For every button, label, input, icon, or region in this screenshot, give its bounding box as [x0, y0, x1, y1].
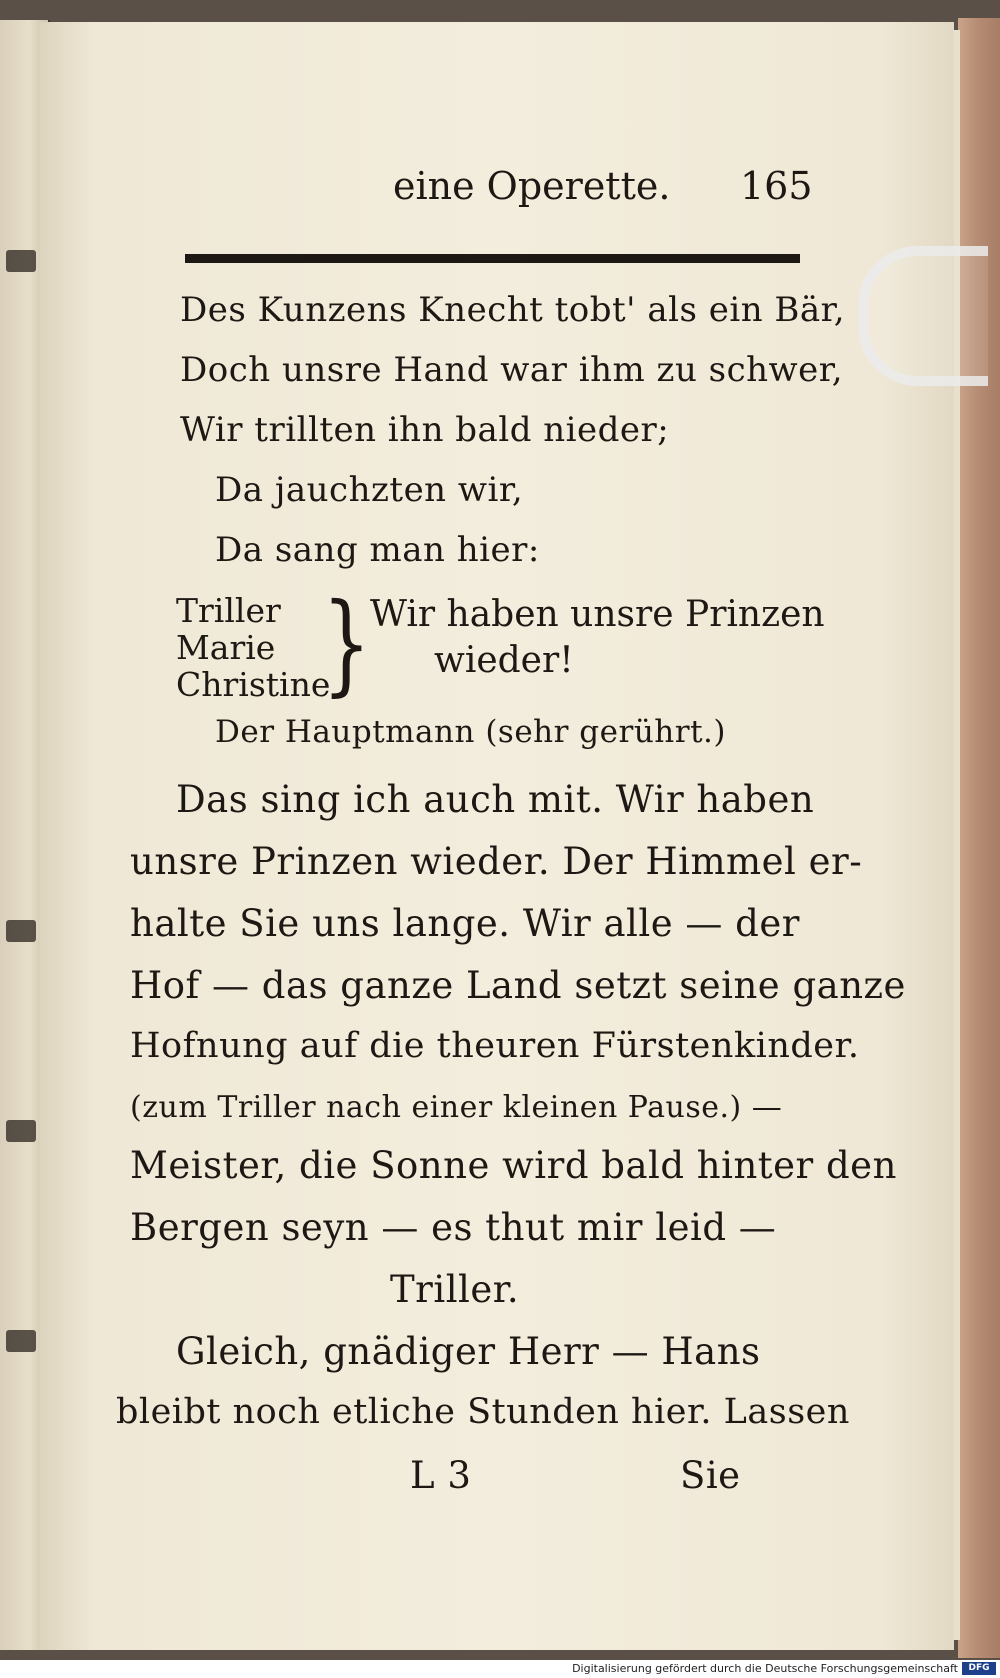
sung-text: Wir haben unsre Prinzen [370, 594, 825, 635]
verse-line: Da jauchzten wir, [215, 470, 524, 510]
header-rule [185, 254, 800, 263]
verse-line: Wir trillten ihn bald nieder; [180, 410, 670, 450]
footer-bar [0, 1660, 1000, 1678]
stage-direction: (zum Triller nach einer kleinen Pause.) — [130, 1090, 783, 1125]
prose-line: Bergen seyn — es thut mir leid — [130, 1206, 777, 1249]
sung-line [370, 592, 825, 684]
stage-direction: Der Hauptmann (sehr gerührt.) [215, 714, 726, 750]
prose-line: Meister, die Sonne wird bald hinter den [130, 1144, 897, 1187]
speaker-group [176, 592, 330, 703]
prose-line: Hofnung auf die theuren Fürstenkinder. [130, 1026, 860, 1066]
curly-brace: } [322, 579, 371, 707]
book-page [40, 22, 954, 1650]
speaker-name: Christine [176, 665, 331, 704]
sung-text: wieder! [434, 640, 574, 681]
verse-line: Des Kunzens Knecht tobt' als ein Bär, [180, 290, 845, 330]
signature-mark: L 3 [410, 1454, 472, 1497]
prose-line: unsre Prinzen wieder. Der Himmel er- [130, 840, 863, 883]
prose-line: halte Sie uns lange. Wir alle — der [130, 902, 800, 945]
prose-line: Gleich, gnädiger Herr — Hans [176, 1330, 761, 1373]
verse-line: Doch unsre Hand war ihm zu schwer, [180, 350, 844, 390]
funding-credit: Digitalisierung gefördert durch die Deutsche Forschungsgemeinschaft [572, 1662, 958, 1675]
catchword: Sie [680, 1454, 741, 1497]
page-number: 165 [740, 164, 813, 208]
page-header [40, 164, 954, 214]
prose-line: Das sing ich auch mit. Wir haben [176, 778, 815, 821]
speaker-name: Marie [176, 628, 276, 667]
verse-line: Da sang man hier: [215, 530, 540, 570]
prose-line: Hof — das ganze Land setzt seine ganze [130, 964, 906, 1007]
page-clip [858, 246, 988, 386]
dfg-logo: DFG [962, 1662, 996, 1675]
speaker-name: Triller [176, 591, 281, 630]
speaker-heading: Triller. [390, 1268, 520, 1311]
running-title: eine Operette. [393, 164, 671, 208]
prose-line: bleibt noch etliche Stunden hier. Lassen [116, 1392, 850, 1432]
